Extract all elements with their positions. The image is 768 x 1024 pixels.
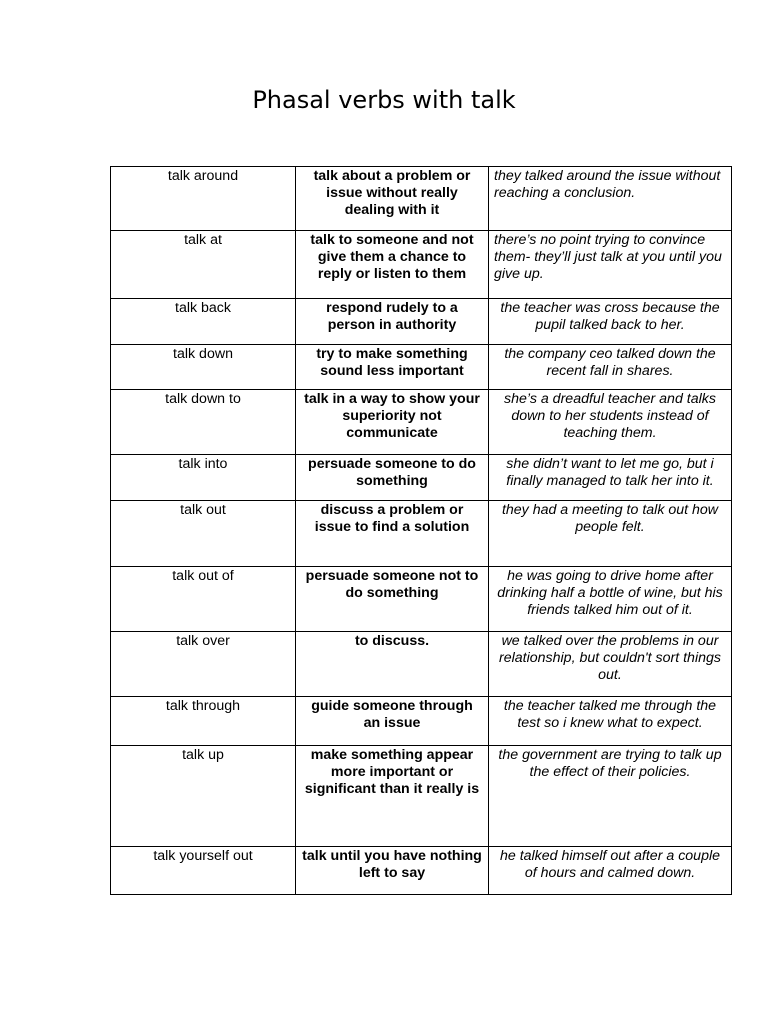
table-row [111,501,732,567]
verb-cell: talk down to [111,390,296,455]
verb-cell: talk out [111,501,296,567]
example-cell: she’s a dreadful teacher and talks down to her students instead of teaching them. [489,390,732,455]
verb-cell: talk around [111,167,296,231]
verb-cell: talk over [111,632,296,697]
verb-cell: talk down [111,345,296,390]
table-row [111,697,732,746]
meaning-cell: persuade someone not to do something [296,567,489,632]
table-row [111,231,732,299]
meaning-cell: talk about a problem or issue without really dealing with it [296,167,489,231]
meaning-cell: respond rudely to a person in authority [296,299,489,345]
verb-cell: talk at [111,231,296,299]
verb-cell: talk back [111,299,296,345]
example-cell: he talked himself out after a couple of hours and calmed down. [489,847,732,895]
meaning-cell: to discuss. [296,632,489,697]
table-row [111,847,732,895]
verb-cell: talk out of [111,567,296,632]
meaning-cell: talk in a way to show your superiority not communicate [296,390,489,455]
table-row [111,299,732,345]
example-cell: the government are trying to talk up the effect of their policies. [489,746,732,847]
example-cell: they talked around the issue without reaching a conclusion. [489,167,732,231]
phrasal-verbs-table [110,166,732,895]
page-title: Phasal verbs with talk [252,86,516,114]
meaning-cell: talk until you have nothing left to say [296,847,489,895]
table-row [111,390,732,455]
verb-cell: talk into [111,455,296,501]
verb-cell: talk yourself out [111,847,296,895]
example-cell: they had a meeting to talk out how people felt. [489,501,732,567]
table-row [111,567,732,632]
example-cell: the company ceo talked down the recent fall in shares. [489,345,732,390]
meaning-cell: make something appear more important or significant than it really is [296,746,489,847]
example-cell: he was going to drive home after drinking half a bottle of wine, but his friends talked him out of it. [489,567,732,632]
example-cell: there’s no point trying to convince them- they’ll just talk at you until you give up. [489,231,732,299]
meaning-cell: talk to someone and not give them a chance to reply or listen to them [296,231,489,299]
example-cell: the teacher talked me through the test so i knew what to expect. [489,697,732,746]
table-row [111,345,732,390]
table-row [111,746,732,847]
meaning-cell: persuade someone to do something [296,455,489,501]
table-row [111,455,732,501]
example-cell: she didn’t want to let me go, but i finally managed to talk her into it. [489,455,732,501]
table-row [111,632,732,697]
meaning-cell: try to make something sound less important [296,345,489,390]
verb-cell: talk up [111,746,296,847]
example-cell: the teacher was cross because the pupil talked back to her. [489,299,732,345]
table-row [111,167,732,231]
verb-cell: talk through [111,697,296,746]
example-cell: we talked over the problems in our relationship, but couldn't sort things out. [489,632,732,697]
meaning-cell: guide someone through an issue [296,697,489,746]
meaning-cell: discuss a problem or issue to find a solution [296,501,489,567]
